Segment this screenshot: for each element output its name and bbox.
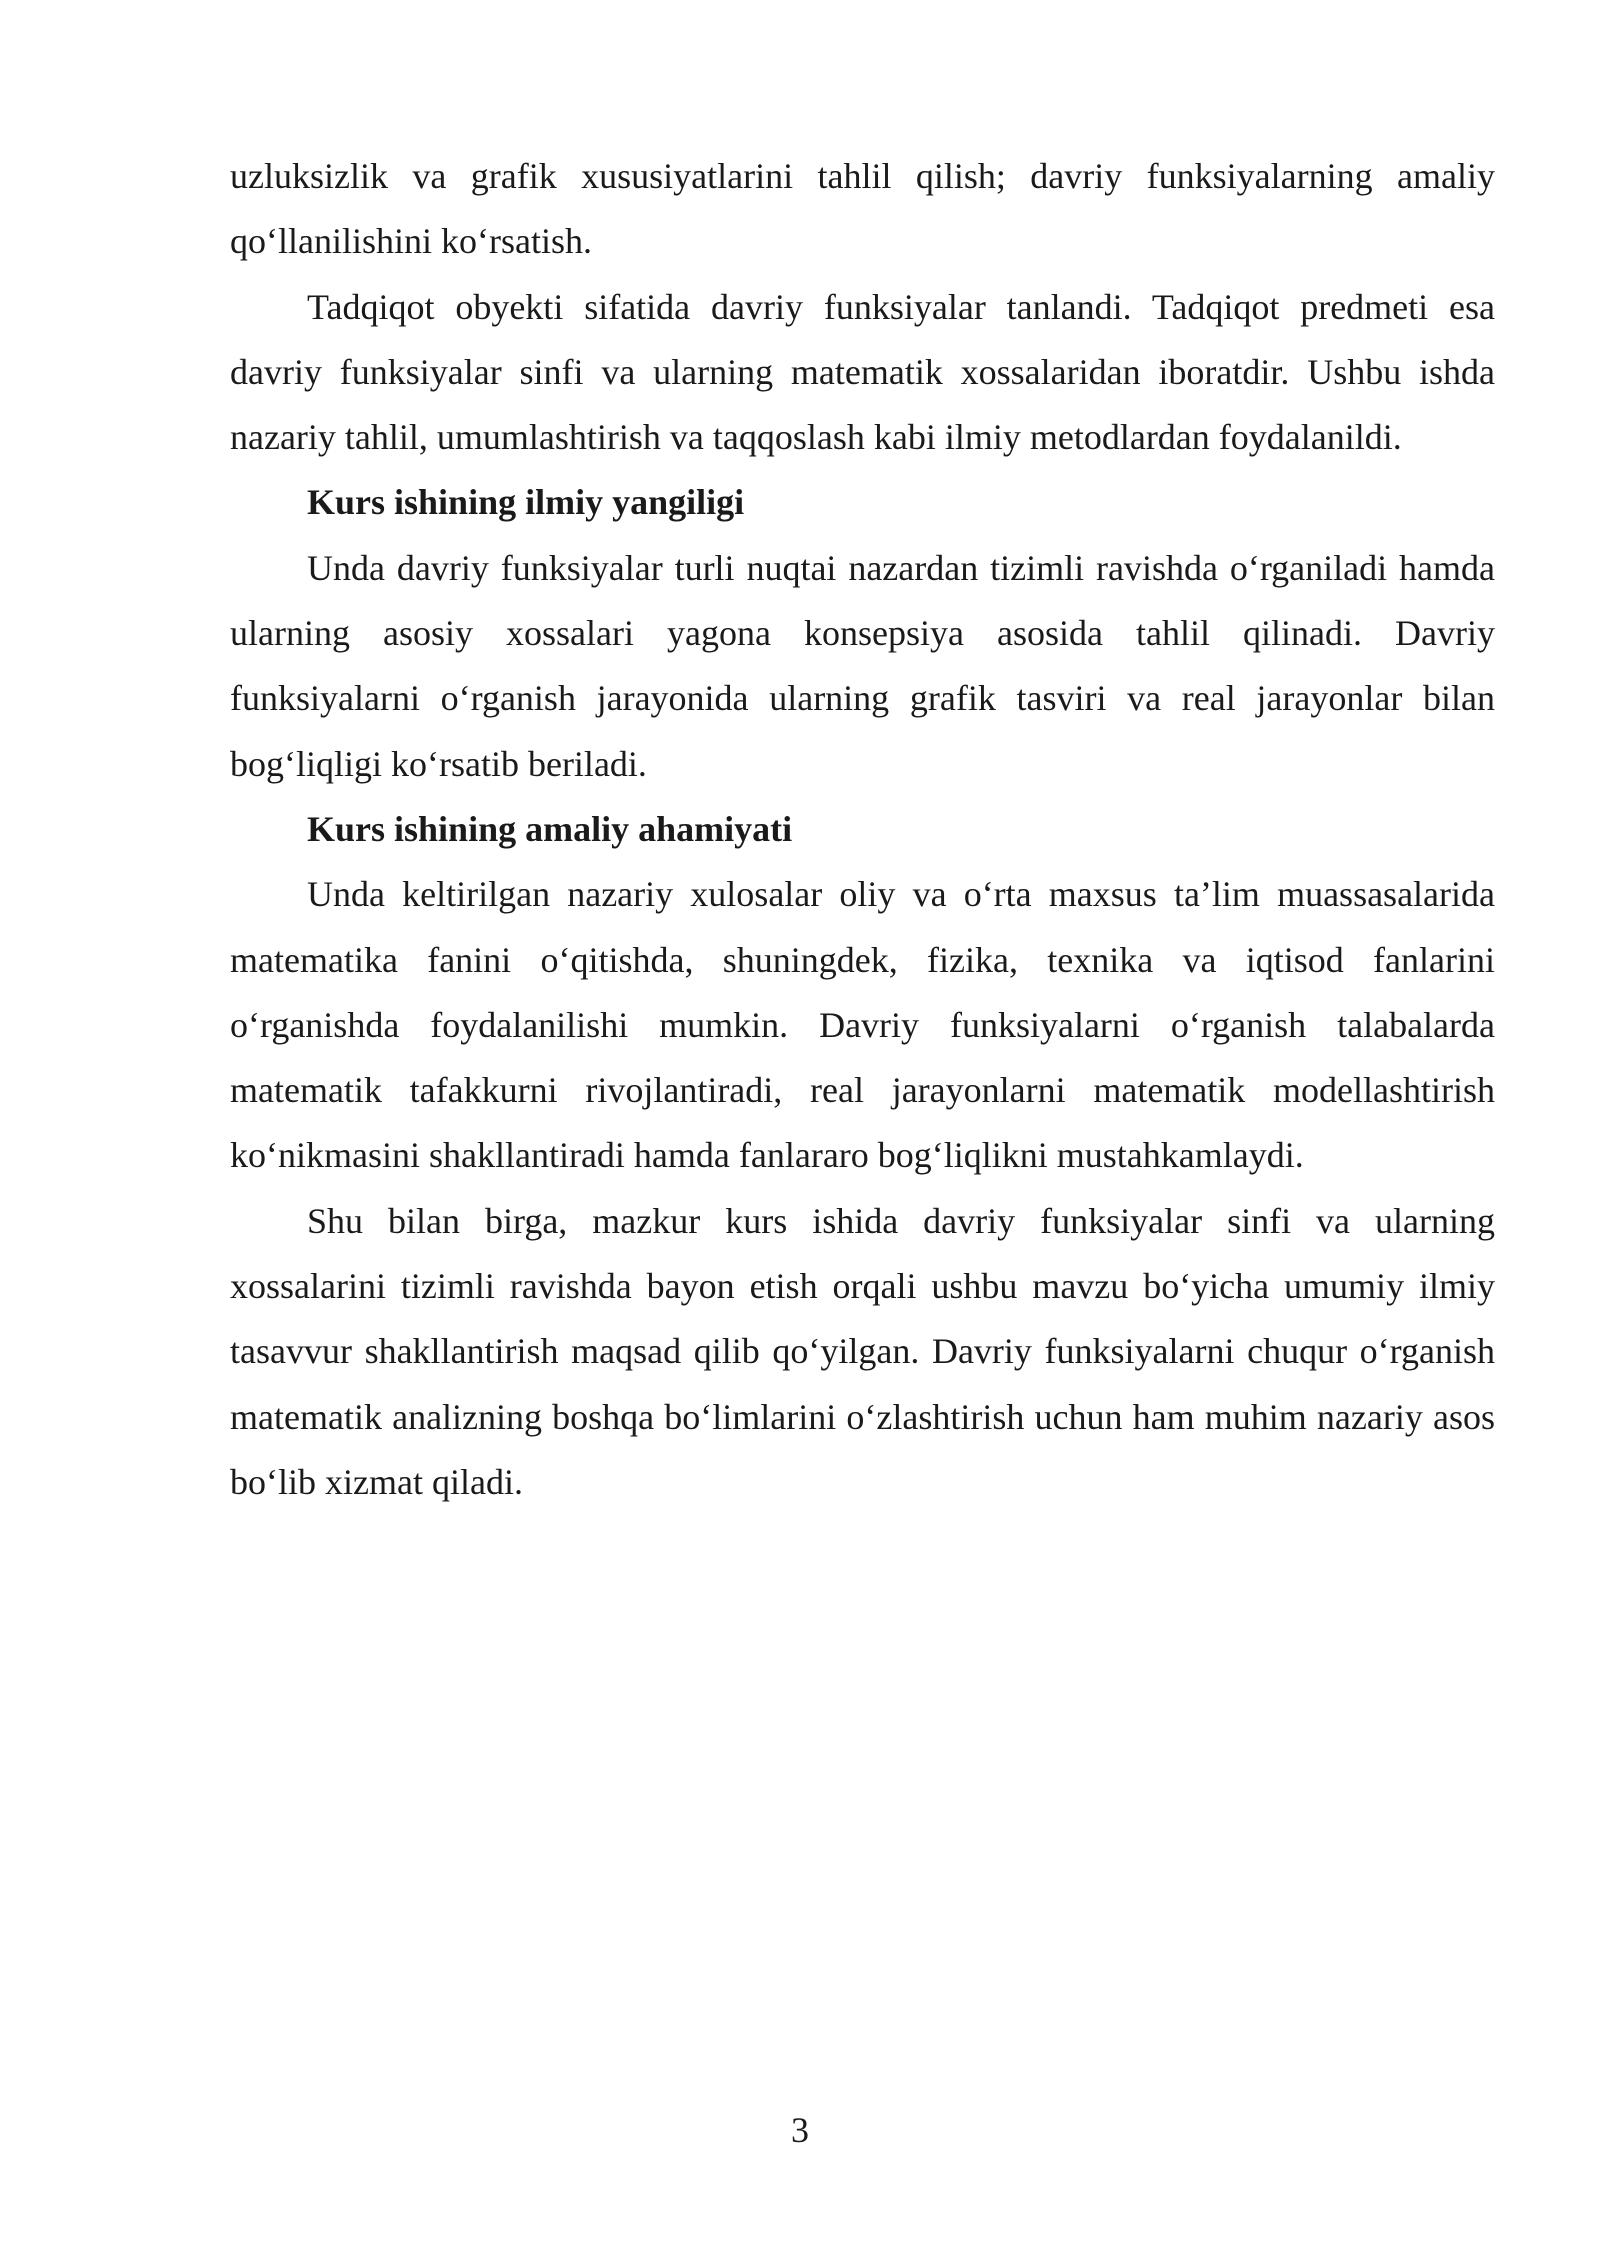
heading-scientific-novelty: Kurs ishining ilmiy yangiligi — [307, 482, 745, 523]
paragraph-research-object: Tadqiqot obyekti sifatida davriy funksiyalar tanlandi. Tadqiqot predmeti esa davriy funksiyalar sinfi va ularning matematik xossalaridan iboratdir. Ushbu ishda nazariy tahlil, umumlashtirish va taqqoslash kabi ilmiy metodlardan foydalanildi. — [230, 286, 1495, 458]
paragraph-scientific-novelty: Unda davriy funksiyalar turli nuqtai nazardan tizimli ravishda o‘rganiladi hamda ularning asosiy xossalari yagona konsepsiya asosida tahlil qilinadi. Davriy funksiyalarni o‘rganish jarayonida ularning grafik tasviri va real jarayonlar bilan bog‘liqligi ko‘rsatib beriladi. — [230, 547, 1495, 784]
page-number: 3 — [791, 2110, 809, 2150]
paragraph-practical-significance: Unda keltirilgan nazariy xulosalar oliy va o‘rta maxsus ta’lim muassasalarida matematika fanini o‘qitishda, shuningdek, fizika, texnika va iqtisod fanlarini o‘rganishda foydalanilishi mumkin. Davriy funksiyalarni o‘rganish talabalarda matematik tafakkurni rivojlantiradi, real jarayonlarni matematik modellashtirish ko‘nikmasini shakllantiradi hamda fanlararo bog‘liqlikni mustahkamlaydi. — [230, 874, 1495, 1176]
paragraph-conclusion: Shu bilan birga, mazkur kurs ishida davriy funksiyalar sinfi va ularning xossalarini tizimli ravishda bayon etish orqali ushbu mavzu bo‘yicha umumiy ilmiy tasavvur shakllantirish maqsad qilib qo‘yilgan. Davriy funksiyalarni chuqur o‘rganish matematik analizning boshqa bo‘limlarini o‘zlashtirish uchun ham muhim nazariy asos bo‘lib xizmat qiladi. — [230, 1200, 1495, 1502]
document-body — [230, 144, 1495, 1515]
heading-practical-significance: Kurs ishining amaliy ahamiyati — [307, 808, 793, 849]
paragraph-continuation: uzluksizlik va grafik xususiyatlarini tahlil qilish; davriy funksiyalarning amaliy qo‘llanilishini ko‘rsatish. — [230, 156, 1495, 262]
